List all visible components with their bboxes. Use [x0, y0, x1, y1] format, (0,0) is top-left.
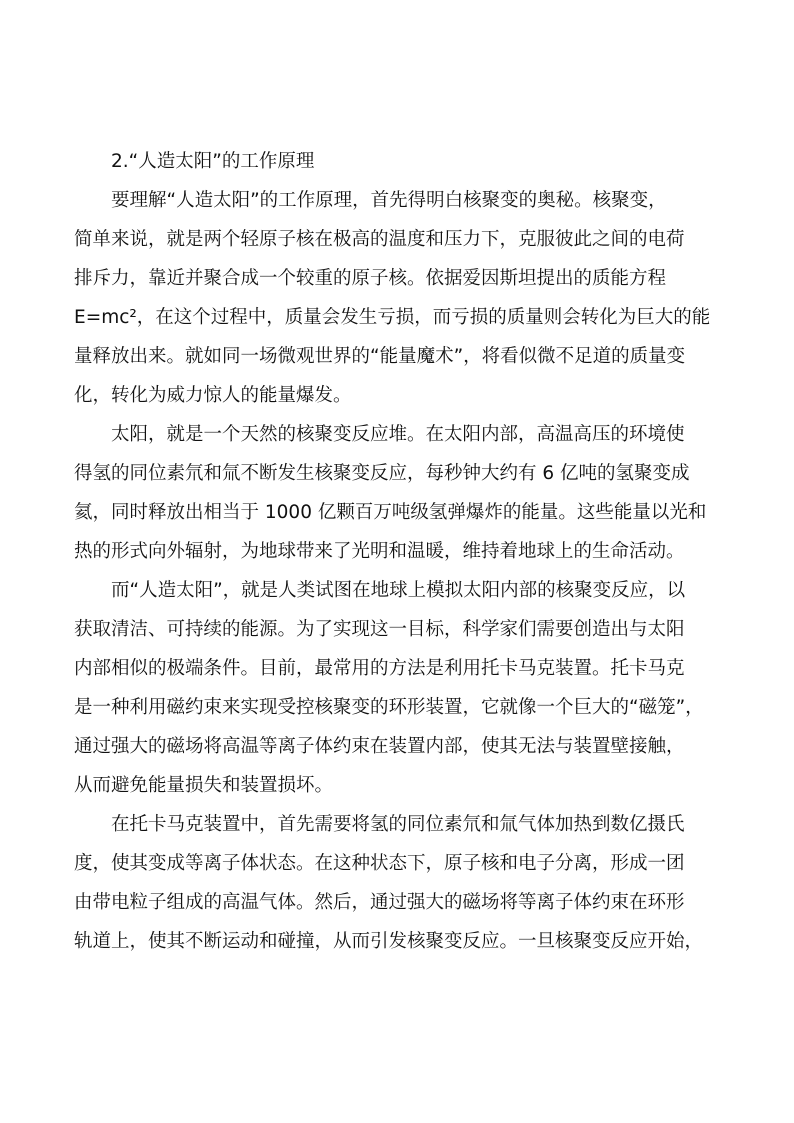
paragraph-line: 太阳，就是一个天然的核聚变反应堆。在太阳内部，高温高压的环境使 [111, 424, 685, 445]
paragraph-line: 获取清洁、可持续的能源。为了实现这一目标，科学家们需要创造出与太阳 [74, 619, 685, 640]
paragraph-line: 化，转化为威力惊人的能量爆发。 [74, 385, 352, 406]
paragraph-line: 轨道上，使其不断运动和碰撞，从而引发核聚变反应。一旦核聚变反应开始， [74, 931, 704, 952]
paragraph-line: 从而避免能量损失和装置损坏。 [74, 775, 334, 796]
section-heading: 2.“人造太阳”的工作原理 [111, 151, 315, 172]
paragraph-line: 是一种利用磁约束来实现受控核聚变的环形装置，它就像一个巨大的“磁笼”， [74, 697, 704, 718]
paragraph-tokamak [74, 571, 714, 805]
paragraph-line: 得氢的同位素氘和氚不断发生核聚变反应，每秒钟大约有 6 亿吨的氢聚变成 [74, 463, 690, 484]
paragraph-line: 氦，同时释放出相当于 1000 亿颗百万吨级氢弹爆炸的能量。这些能量以光和 [74, 502, 707, 523]
paragraph-line: 量释放出来。就如同一场微观世界的“能量魔术”，将看似微不足道的质量变 [74, 346, 686, 367]
paragraph-line: 通过强大的磁场将高温等离子体约束在装置内部，使其无法与装置壁接触， [74, 736, 685, 757]
paragraph-line: 内部相似的极端条件。目前，最常用的方法是利用托卡马克装置。托卡马克 [74, 658, 685, 679]
paragraph-line: E=mc²，在这个过程中，质量会发生亏损，而亏损的质量则会转化为巨大的能 [74, 307, 711, 328]
paragraph-plasma-heating [74, 805, 714, 961]
paragraph-sun-reactor [74, 415, 714, 571]
paragraph-line: 由带电粒子组成的高温气体。然后，通过强大的磁场将等离子体约束在环形 [74, 892, 685, 913]
paragraph-line: 要理解“人造太阳”的工作原理，首先得明白核聚变的奥秘。核聚变， [111, 190, 667, 211]
paragraph-line: 度，使其变成等离子体状态。在这种状态下，原子核和电子分离，形成一团 [74, 853, 685, 874]
paragraph-line: 而“人造太阳”，就是人类试图在地球上模拟太阳内部的核聚变反应，以 [111, 580, 686, 601]
paragraph-line: 简单来说，就是两个轻原子核在极高的温度和压力下，克服彼此之间的电荷 [74, 229, 685, 250]
paragraph-fusion-principle [74, 181, 714, 415]
paragraph-line: 热的形式向外辐射，为地球带来了光明和温暖，维持着地球上的生命活动。 [74, 541, 685, 562]
paragraph-line: 在托卡马克装置中，首先需要将氢的同位素氘和氚气体加热到数亿摄氏 [111, 814, 685, 835]
paragraph-line: 排斥力，靠近并聚合成一个较重的原子核。依据爱因斯坦提出的质能方程 [74, 268, 667, 289]
document-body [74, 142, 714, 961]
